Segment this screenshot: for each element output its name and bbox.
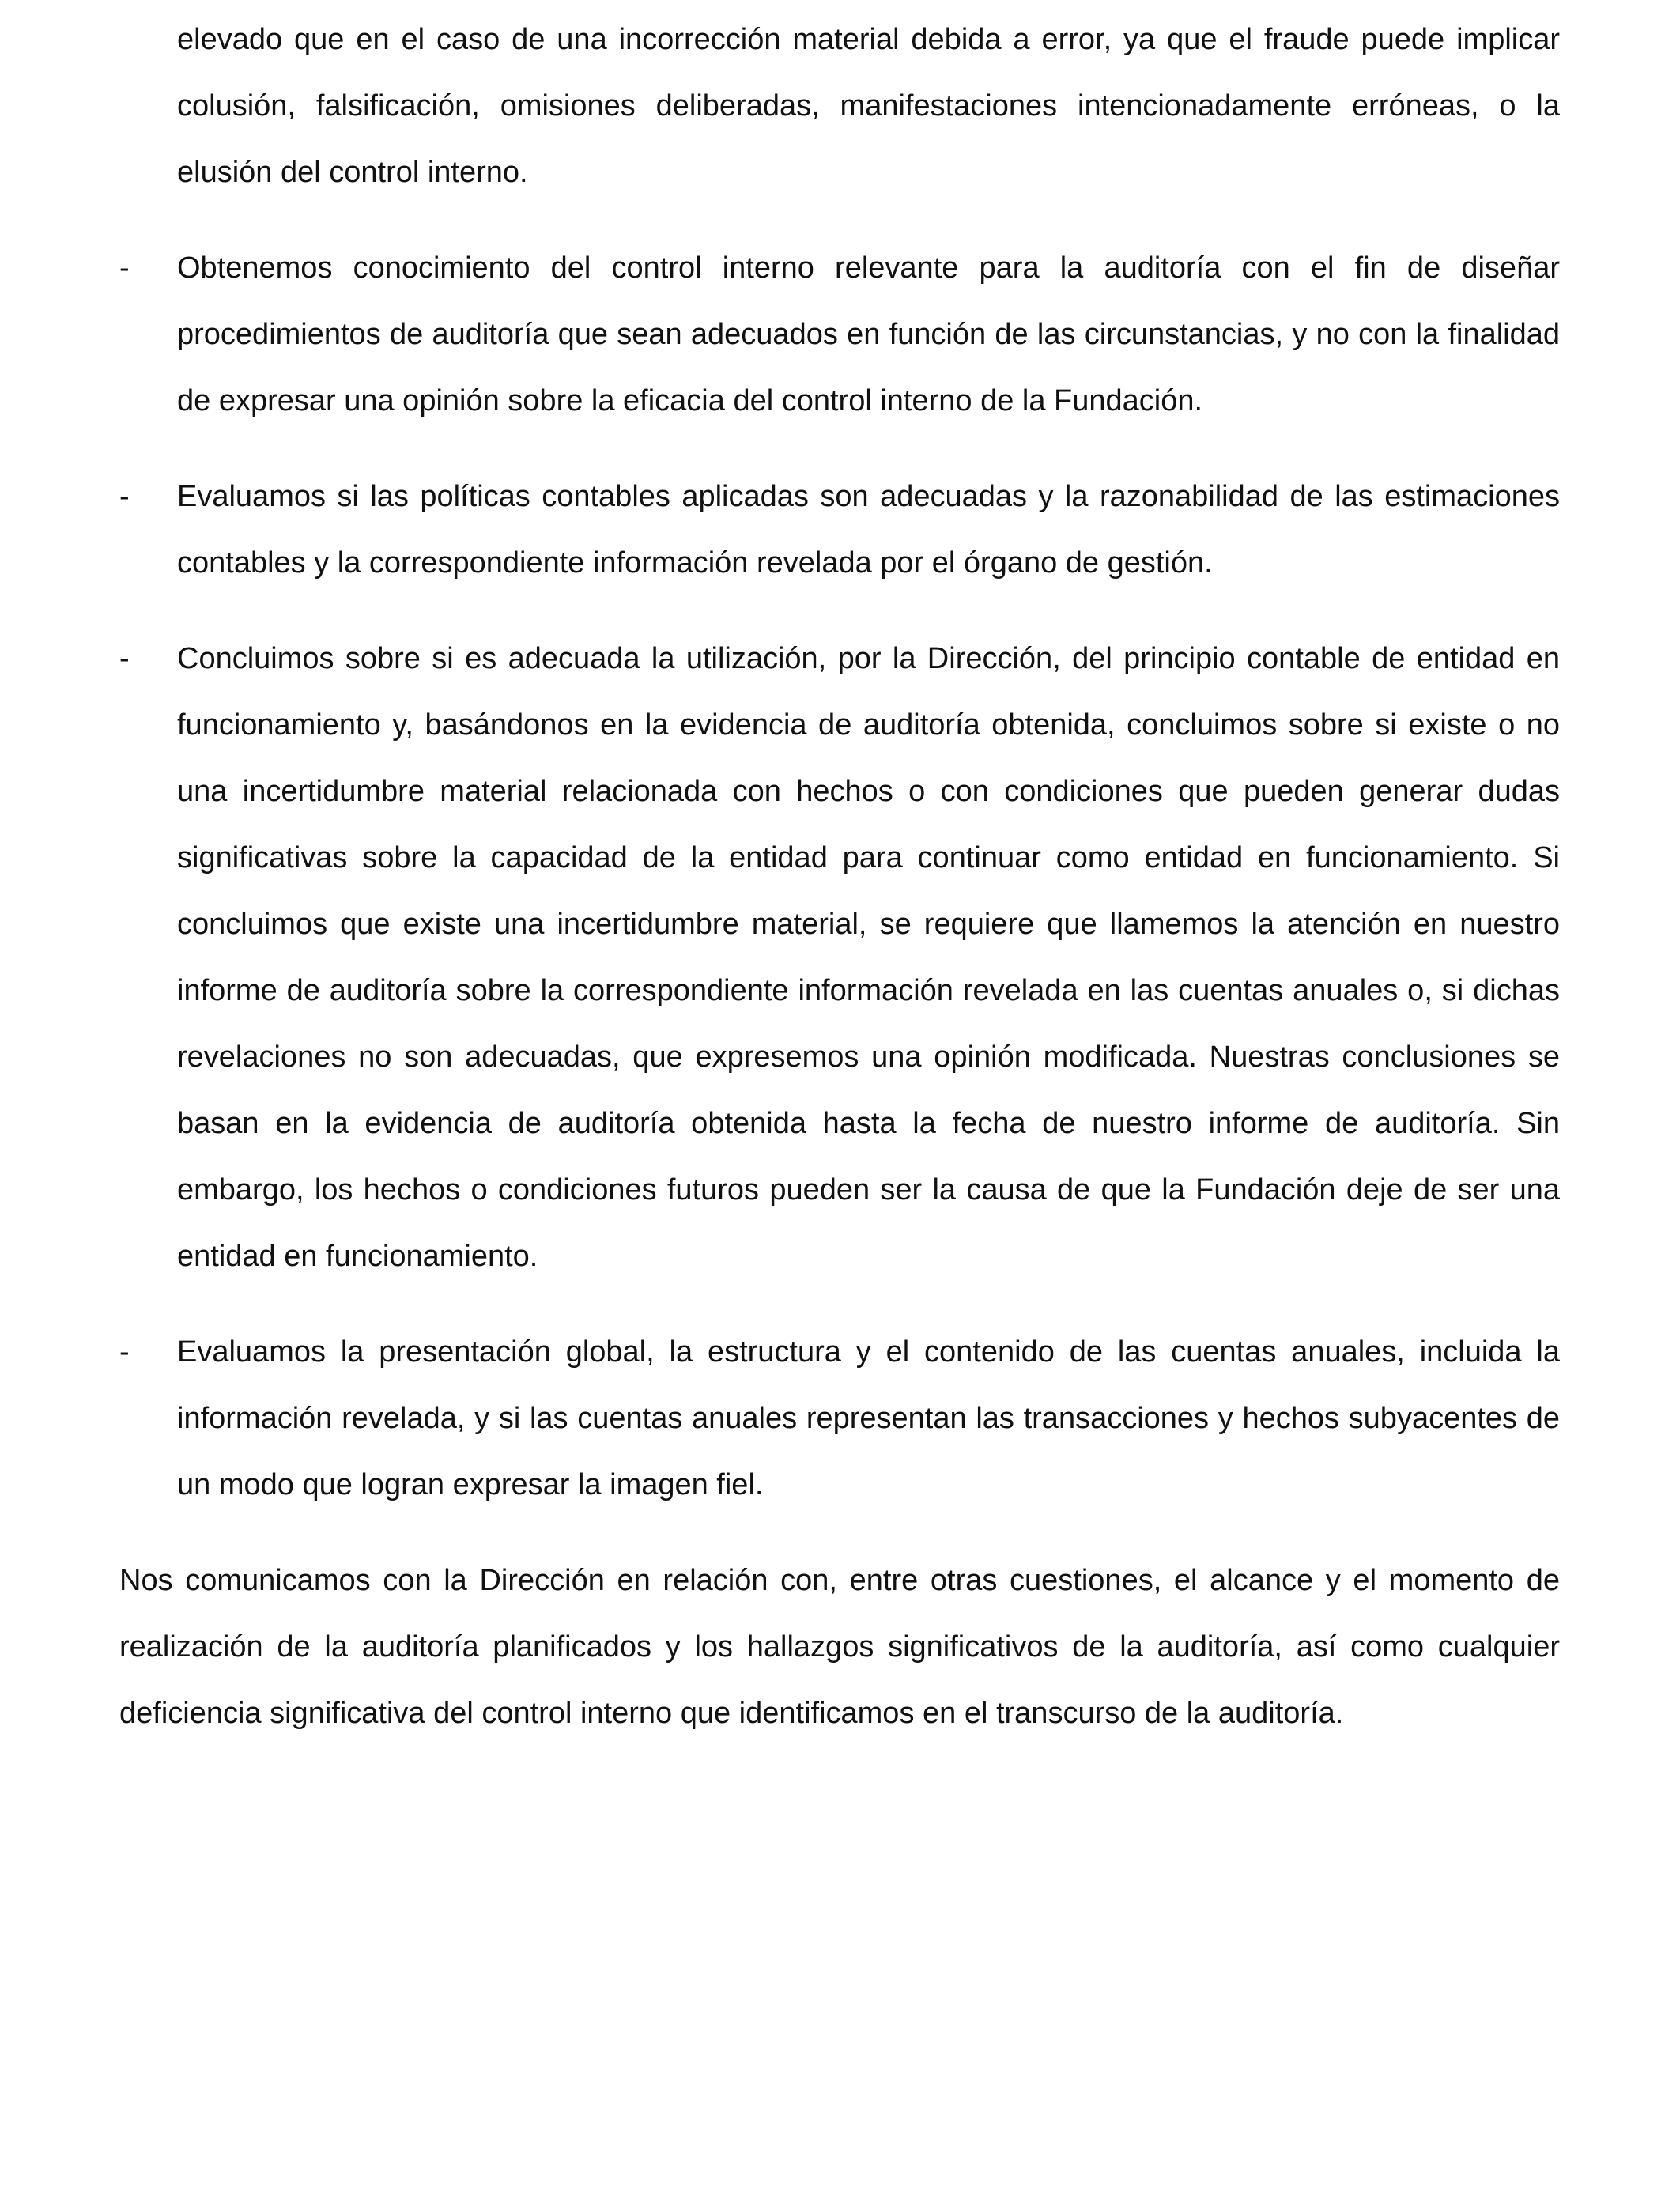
list-item-text: Evaluamos la presentación global, la estructura y el contenido de las cuentas anuales, incluida la información revelada, y si las cuentas anuales representan las transacciones y hechos subyacentes de un modo que logran expresar la imagen fiel.	[177, 1335, 1560, 1501]
document-body	[119, 6, 1560, 1747]
bullet-dash: -	[119, 642, 130, 675]
continued-item-text: elevado que en el caso de una incorrección material debida a error, ya que el fraude puede implicar colusión, falsificación, omisiones deliberadas, manifestaciones intencionadamente erróneas, o la elusión del control interno.	[177, 23, 1560, 189]
list-item	[119, 625, 1560, 1290]
list-item	[119, 1319, 1560, 1518]
list-item	[119, 235, 1560, 434]
list-item-text: Evaluamos si las políticas contables aplicadas son adecuadas y la razonabilidad de las estimaciones contables y la correspondiente información revelada por el órgano de gestión.	[177, 480, 1560, 580]
list-item	[119, 463, 1560, 596]
continued-list-item	[119, 6, 1560, 206]
list-item-text: Obtenemos conocimiento del control interno relevante para la auditoría con el fin de diseñar procedimientos de auditoría que sean adecuados en función de las circunstancias, y no con la finalidad de expresar una opinión sobre la eficacia del control interno de la Fundación.	[177, 251, 1560, 417]
list-item-text: Concluimos sobre si es adecuada la utilización, por la Dirección, del principio contable de entidad en funcionamiento y, basándonos en la evidencia de auditoría obtenida, concluimos sobre si existe o no una incertidumbre material relacionada con hechos o con condiciones que pueden generar dudas significativas sobre la capacidad de la entidad para continuar como entidad en funcionamiento. Si concluimos que existe una incertidumbre material, se requiere que llamemos la atención en nuestro informe de auditoría sobre la correspondiente información revelada en las cuentas anuales o, si dichas revelaciones no son adecuadas, que expresemos una opinión modificada. Nuestras conclusiones se basan en la evidencia de auditoría obtenida hasta la fecha de nuestro informe de auditoría. Sin embargo, los hechos o condiciones futuros pueden ser la causa de que la Fundación deje de ser una entidad en funcionamiento.	[177, 642, 1560, 1273]
bullet-dash: -	[119, 480, 130, 513]
bullet-dash: -	[119, 1335, 130, 1369]
closing-paragraph: Nos comunicamos con la Dirección en relación con, entre otras cuestiones, el alcance y el momento de realización de la auditoría planificados y los hallazgos significativos de la auditoría, así como cualquier deficiencia significativa del control interno que identificamos en el transcurso de la auditoría.	[119, 1564, 1560, 1730]
bullet-dash: -	[119, 251, 130, 285]
